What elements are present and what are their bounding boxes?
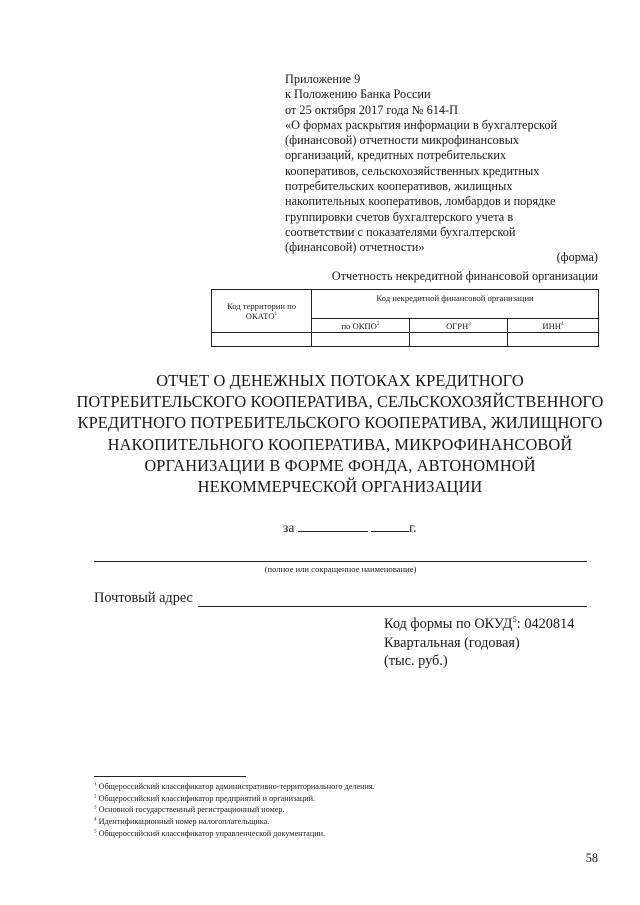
- appendix-line: от 25 октября 2017 года № 614-П: [285, 102, 458, 117]
- period-blank[interactable]: [298, 519, 368, 532]
- appendix-line: соответствии с показателями бухгалтерской: [285, 224, 516, 239]
- okud-units: (тыс. руб.): [384, 653, 448, 669]
- okud-block: [384, 615, 574, 671]
- okud-code: Код формы по ОКУД$^5$: 0420814: [384, 614, 575, 632]
- okpo-value-cell[interactable]: [312, 333, 410, 347]
- footnotes: [94, 781, 375, 840]
- report-title: [70, 370, 610, 497]
- postal-address-line[interactable]: [198, 606, 587, 607]
- organization-name-caption: (полное или сокращенное наименование): [264, 564, 417, 574]
- postal-address-label: Почтовый адрес: [94, 590, 193, 606]
- footnote: $^2$ Общероссийский классификатор предприятий и организаций.: [94, 792, 316, 803]
- page-number: 58: [585, 851, 598, 865]
- period-suffix: г.: [409, 520, 417, 535]
- okpo-header: по ОКПО$^2$: [312, 319, 410, 333]
- period-prefix: за: [283, 520, 295, 535]
- ogrn-header: ОГРН$^3$: [410, 319, 508, 333]
- report-title-line: НАКОПИТЕЛЬНОГО КООПЕРАТИВА, МИКРОФИНАНСОВОЙ: [107, 434, 573, 454]
- footnote: $^3$ Основной государственный регистрационный номер.: [94, 804, 285, 815]
- appendix-line: организаций, кредитных потребительских: [285, 148, 507, 163]
- appendix-header: [285, 72, 605, 256]
- footnote: $^5$ Общероссийский классификатор управленческой документации.: [94, 828, 326, 838]
- appendix-line: (финансовой) отчетности микрофинансовых: [285, 133, 520, 148]
- okud-periodicity: Квартальная (годовая): [384, 634, 520, 651]
- appendix-line: группировки счетов бухгалтерского учета в: [285, 209, 514, 224]
- appendix-line: «О формах раскрытия информации в бухгалтерской: [285, 117, 558, 132]
- appendix-line: потребительских кооперативов, жилищных: [285, 179, 513, 194]
- year-blank[interactable]: [371, 519, 409, 532]
- appendix-line: Приложение 9: [285, 72, 361, 86]
- footnote: $^4$ Идентификационный номер налогоплательщика.: [94, 816, 270, 827]
- reporting-period: [283, 519, 416, 536]
- report-title-line: КРЕДИТНОГО ПОТРЕБИТЕЛЬСКОГО КООПЕРАТИВА, ЖИЛИЩНОГО: [77, 413, 603, 433]
- org-code-header: Код некредитной финансовой организации: [312, 290, 599, 319]
- form-label: (форма): [556, 250, 598, 264]
- appendix-line: кооперативов, сельскохозяйственных кредитных: [285, 163, 540, 178]
- report-title-line: ОРГАНИЗАЦИИ В ФОРМЕ ФОНДА, АВТОНОМНОЙ: [144, 455, 536, 475]
- footnote-divider: [94, 776, 246, 777]
- inn-value-cell[interactable]: [508, 333, 599, 347]
- okato-value-cell[interactable]: [212, 333, 312, 347]
- inn-header: ИНН$^4$: [508, 319, 599, 333]
- appendix-line: накопительных кооперативов, ломбардов и порядке: [285, 194, 556, 209]
- report-title-line: НЕКОММЕРЧЕСКОЙ ОРГАНИЗАЦИИ: [197, 477, 483, 497]
- footnote: $^1$ Общероссийский классификатор административно-территориального деления.: [94, 781, 375, 791]
- appendix-line: к Положению Банка России: [285, 87, 431, 102]
- organization-type-caption: Отчетность некредитной финансовой организации: [331, 269, 598, 283]
- report-title-line: ПОТРЕБИТЕЛЬСКОГО КООПЕРАТИВА, СЕЛЬСКОХОЗЯЙСТВЕННОГО: [76, 392, 604, 412]
- okato-header: Код территории по ОКАТО$^1$: [212, 290, 312, 333]
- appendix-line: (финансовой) отчетности»: [285, 240, 425, 255]
- codes-table: [211, 289, 599, 347]
- ogrn-value-cell[interactable]: [410, 333, 508, 347]
- report-title-line: ОТЧЕТ О ДЕНЕЖНЫХ ПОТОКАХ КРЕДИТНОГО: [156, 371, 524, 390]
- organization-name-line[interactable]: [94, 561, 587, 562]
